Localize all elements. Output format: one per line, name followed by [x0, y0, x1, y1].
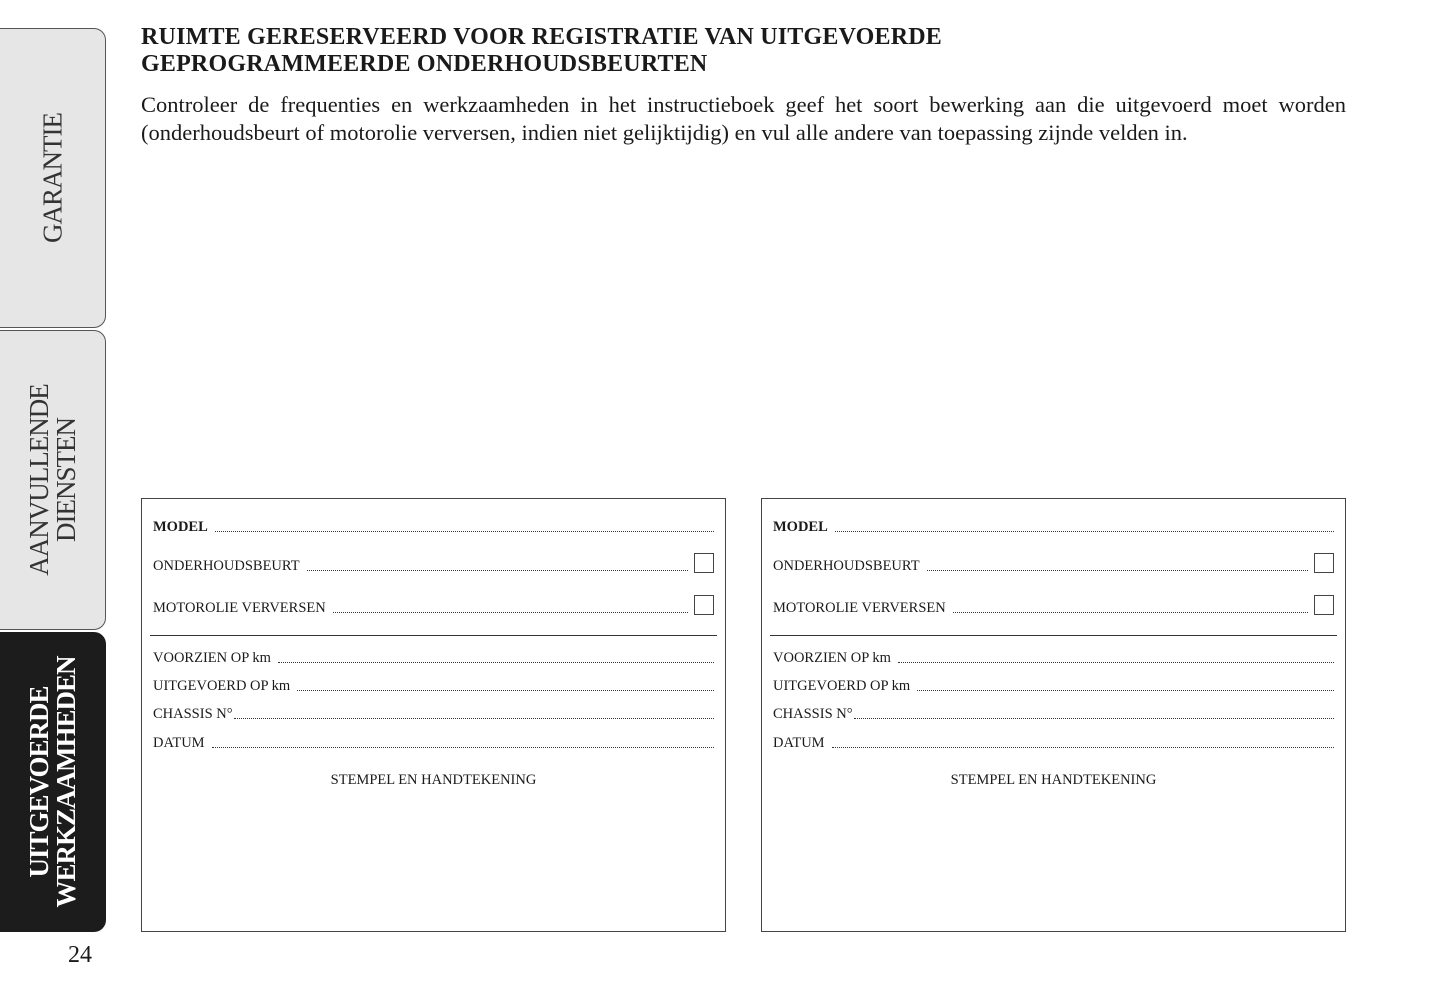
chassis-label: CHASSIS N° [153, 706, 233, 722]
tab-garantie[interactable] [0, 28, 106, 328]
oil-change-checkbox[interactable] [694, 595, 714, 615]
page-number: 24 [68, 942, 92, 968]
divider [770, 635, 1337, 636]
service-label: ONDERHOUDSBEURT [773, 558, 920, 574]
chassis-label: CHASSIS N° [773, 706, 853, 722]
date-label: DATUM [773, 735, 825, 751]
tab-label: DIENSTEN [50, 418, 81, 542]
model-field[interactable] [215, 530, 714, 532]
maintenance-record-form [141, 498, 726, 932]
tab-label: UITGEVOERDE [23, 686, 54, 878]
tab-label: AANVULLENDE [23, 384, 54, 576]
oil-change-label: MOTOROLIE VERVERSEN [153, 600, 326, 616]
oil-change-leader [333, 611, 688, 613]
page-title [141, 24, 942, 78]
service-leader [307, 569, 688, 571]
service-checkbox[interactable] [694, 553, 714, 573]
done-km-label: UITGEVOERD OP km [153, 678, 291, 694]
done-km-field[interactable] [917, 689, 1334, 691]
date-label: DATUM [153, 735, 205, 751]
date-field[interactable] [212, 746, 714, 748]
model-field[interactable] [835, 530, 1334, 532]
oil-change-checkbox[interactable] [1314, 595, 1334, 615]
oil-change-leader [953, 611, 1308, 613]
title-line: RUIMTE GERESERVEERD VOOR REGISTRATIE VAN UITGEVOERDE [141, 24, 942, 50]
stamp-signature-label: STEMPEL EN HANDTEKENING [950, 772, 1157, 788]
chassis-field[interactable] [234, 717, 714, 719]
planned-km-label: VOORZIEN OP km [153, 650, 271, 666]
service-label: ONDERHOUDSBEURT [153, 558, 300, 574]
chassis-field[interactable] [854, 717, 1334, 719]
done-km-field[interactable] [297, 689, 714, 691]
model-label: MODEL [773, 519, 828, 535]
service-checkbox[interactable] [1314, 553, 1334, 573]
date-field[interactable] [832, 746, 1334, 748]
planned-km-field[interactable] [278, 661, 714, 663]
title-line: GEPROGRAMMEERDE ONDERHOUDSBEURTEN [141, 51, 708, 77]
intro-paragraph: Controleer de frequenties en werkzaamheden in het instructieboek geef het soort bewerking aan die uitgevoerd moet worden (onderhoudsbeurt of motorolie verversen, indien niet gelijktijdig) en vul alle andere van toepassing zijnde velden in. [141, 92, 1346, 145]
planned-km-field[interactable] [898, 661, 1334, 663]
oil-change-label: MOTOROLIE VERVERSEN [773, 600, 946, 616]
maintenance-record-form [761, 498, 1346, 932]
service-leader [927, 569, 1308, 571]
divider [150, 635, 717, 636]
planned-km-label: VOORZIEN OP km [773, 650, 891, 666]
tab-aanvullende-diensten[interactable] [0, 330, 106, 630]
model-label: MODEL [153, 519, 208, 535]
tab-label: GARANTIE [37, 113, 67, 243]
tab-label: WERKZAAMHEDEN [50, 656, 81, 908]
done-km-label: UITGEVOERD OP km [773, 678, 911, 694]
stamp-signature-label: STEMPEL EN HANDTEKENING [330, 772, 537, 788]
tab-uitgevoerde-werkzaamheden[interactable] [0, 632, 106, 932]
